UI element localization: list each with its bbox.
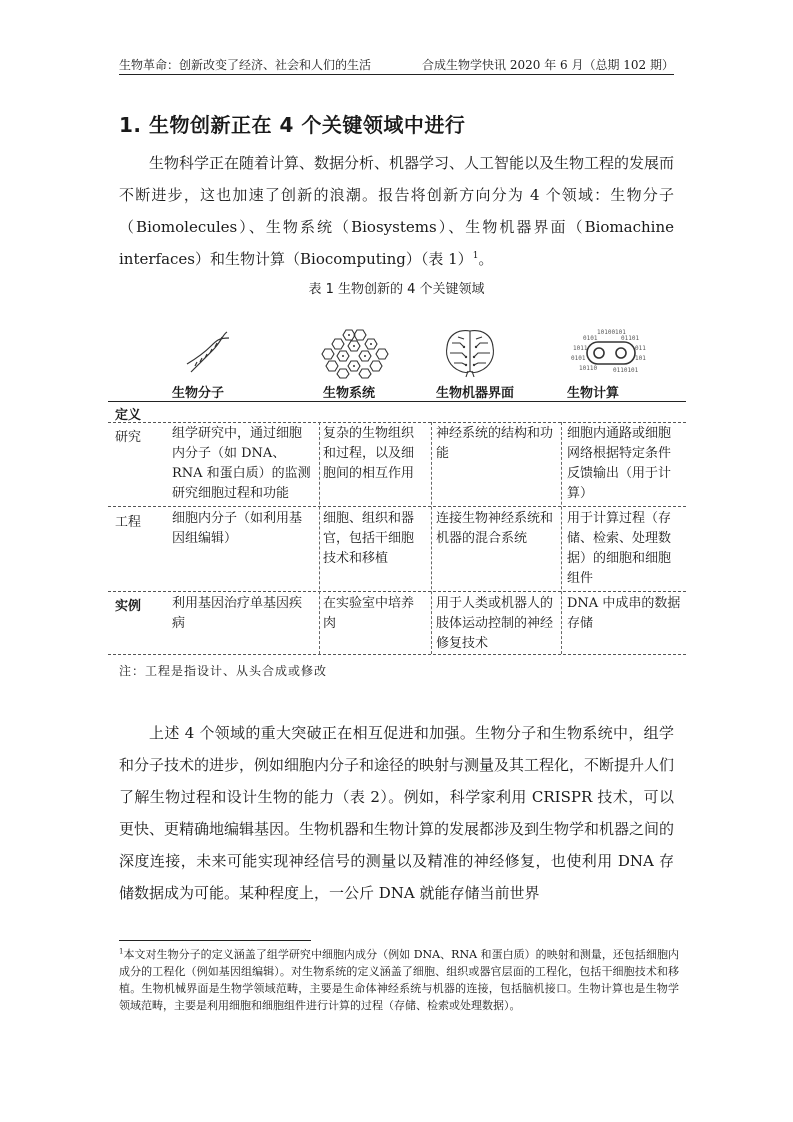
- body-paragraph: 上述 4 个领域的重大突破正在相互促进和加强。生物分子和生物系统中，组学和分子技术的进步，例如细胞内分子和途径的映射与测量及其工程化，不断提升人们了解生物过程和设计生物的能力（表 2）。例如，科学家利用 CRISPR 技术，可以更快、更精确地编辑基因。生物机器和生物计算的发展都涉及到生物学和机器之间的深度连接，未来可能实现神经信号的测量以及精准的神经修复，也使利用 DNA 存储数据成为可能。某种程度上，一公斤 DNA 就能存储当前世界: [119, 724, 675, 902]
- svg-text:0101: 0101: [583, 335, 598, 342]
- footnote-rule: [119, 940, 311, 941]
- svg-text:10110: 10110: [579, 365, 598, 372]
- row-rule: [108, 591, 686, 592]
- svg-text:101: 101: [635, 355, 646, 362]
- column-header-biosystems: 生物系统: [323, 386, 376, 401]
- dna-helix-icon: [183, 328, 233, 376]
- intro-paragraph: 生物科学正在随着计算、数据分析、机器学习、人工智能以及生物工程的发展而不断进步，这也加速了创新的浪潮。报告将创新方向分为 4 个领域：生物分子（Biomolecules）、生物系统（Biosystems）、生物机器界面（Biomachine interfaces）和生物计算（Biocomputing）（表 1）$^1$。: [119, 154, 675, 268]
- column-divider: [561, 422, 562, 654]
- brain-circuit-icon: [442, 327, 498, 379]
- svg-text:011: 011: [635, 345, 646, 352]
- table-cell: 用于计算过程（存储、检索、处理数据）的细胞和细胞组件: [567, 511, 672, 586]
- column-header-biomolecules: 生物分子: [172, 386, 225, 401]
- svg-text:10100101: 10100101: [597, 329, 626, 336]
- table-cell: 神经系统的结构和功能: [436, 426, 554, 461]
- definition-label: 定义: [115, 408, 142, 423]
- svg-text:0101: 0101: [571, 355, 586, 362]
- svg-text:01101: 01101: [621, 335, 640, 342]
- table-cell: 细胞、组织和器官，包括干细胞技术和移植: [323, 511, 415, 566]
- table-cell: 连接生物神经系统和机器的混合系统: [436, 511, 554, 546]
- table-cell: 细胞内分子（如利用基因组编辑）: [172, 511, 303, 546]
- footnote-ref[interactable]: 1: [472, 251, 479, 261]
- row-label-research: 研究: [115, 430, 142, 445]
- footnote-marker: 1: [119, 947, 124, 956]
- column-divider: [319, 422, 320, 654]
- table-cell: 在实验室中培养肉: [323, 596, 415, 631]
- svg-text:0110101: 0110101: [613, 367, 639, 374]
- table-cell: 细胞内通路或细胞网络根据特定条件反馈输出（用于计算）: [567, 426, 672, 501]
- table-cell: DNA 中成串的数据存储: [567, 596, 681, 631]
- column-header-biomachine: 生物机器界面: [436, 386, 515, 401]
- svg-text:1011: 1011: [573, 345, 588, 352]
- definition-rule: [108, 422, 686, 423]
- table-caption: 表 1 生物创新的 4 个关键领域: [308, 282, 485, 297]
- binary-cell-icon: [569, 326, 653, 376]
- header-right: 合成生物学快讯 2020 年 6 月（总期 102 期）: [422, 58, 674, 72]
- running-header: [119, 52, 674, 75]
- table-cell: 组学研究中，通过细胞内分子（如 DNA、RNA 和蛋白质）的监测研究细胞过程和功能: [172, 426, 311, 501]
- table-header-rule: [108, 401, 686, 402]
- column-header-biocomputing: 生物计算: [567, 386, 620, 401]
- row-rule: [108, 506, 686, 507]
- hexagon-cluster-icon: [321, 327, 391, 379]
- intro-text: 生物科学正在随着计算、数据分析、机器学习、人工智能以及生物工程的发展而不断进步，这也加速了创新的浪潮。报告将创新方向分为 4 个领域：生物分子（Biomolecules）、生物系统（Biosystems）、生物机器界面（Biomachine interfaces）和生物计算（Biocomputing）（表 1）: [119, 154, 675, 268]
- table-bottom-rule: [108, 654, 686, 655]
- row-label-engineering: 工程: [115, 515, 142, 530]
- header-left: 生物革命：创新改变了经济、社会和人们的生活: [119, 58, 372, 72]
- column-divider: [431, 422, 432, 654]
- footnote: [119, 946, 679, 1014]
- footnote-text: 本文对生物分子的定义涵盖了组学研究中细胞内成分（例如 DNA、RNA 和蛋白质）的映射和测量，还包括细胞内成分的工程化（例如基因组编辑）。对生物系统的定义涵盖了细胞、组织或器官层面的工程化，包括干细胞技术和移植。生物机械界面是生物学领域范畴，主要是生命体神经系统与机器的连接，包括脑机接口。生物计算也是生物学领域范畴，主要是利用细胞和细胞组件进行计算的过程（存储、检索或处理数据）。: [119, 948, 679, 1012]
- table-cell: 利用基因治疗单基因疾病: [172, 596, 303, 631]
- table-note: 注：工程是指设计、从头合成或修改: [119, 664, 328, 678]
- table-cell: 用于人类或机器人的肢体运动控制的神经修复技术: [436, 596, 554, 651]
- row-label-examples: 实例: [115, 599, 142, 614]
- section-title: 1. 生物创新正在 4 个关键领域中进行: [119, 113, 466, 137]
- table-cell: 复杂的生物组织和过程，以及细胞间的相互作用: [323, 426, 415, 481]
